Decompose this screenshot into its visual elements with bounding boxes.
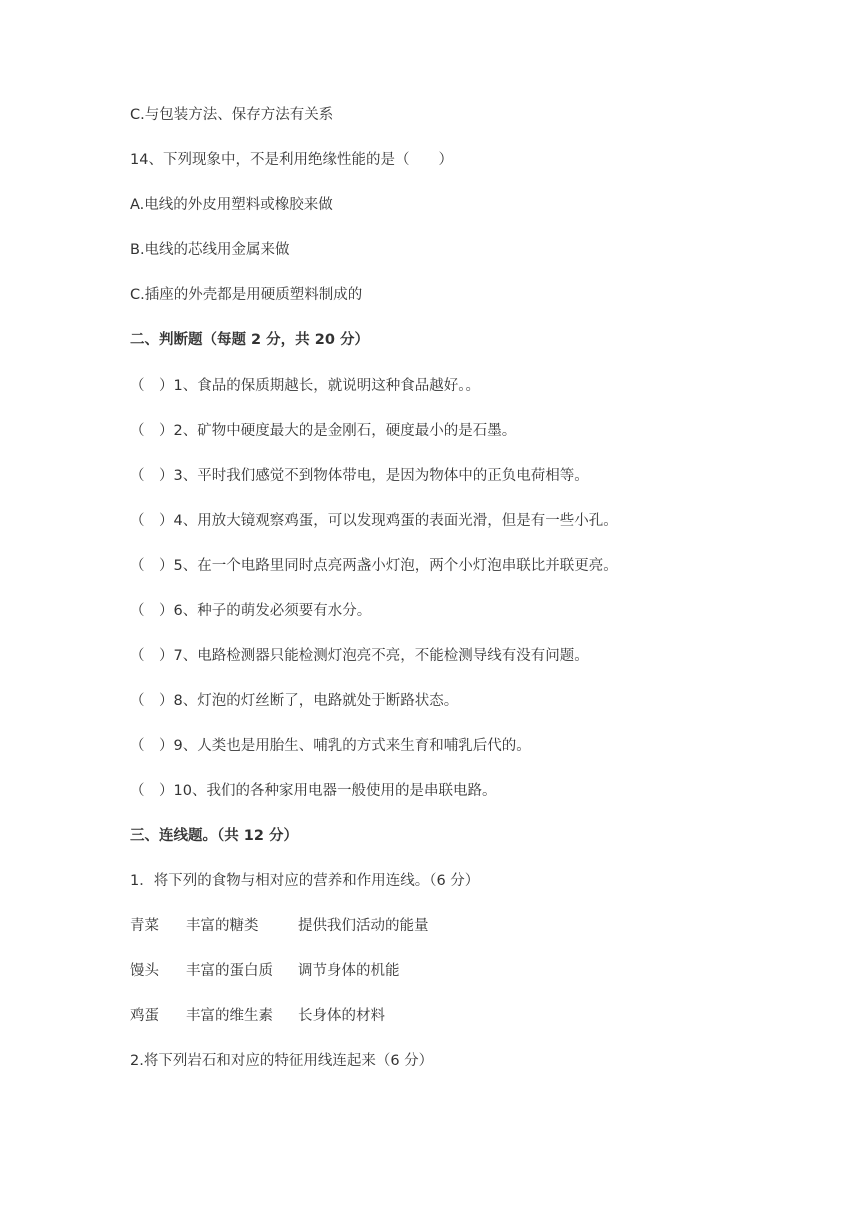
q14-option-b: B.电线的芯线用金属来做 bbox=[130, 242, 290, 258]
nutrient-label: 丰富的维生素 bbox=[186, 1008, 273, 1024]
section3-heading: 三、连线题。（共 12 分） bbox=[130, 828, 299, 844]
q14-option-a: A.电线的外皮用塑料或橡胶来做 bbox=[130, 197, 333, 213]
judge-item-6: （ ）6、种子的萌发必须要有水分。 bbox=[130, 603, 372, 619]
matching-row bbox=[130, 916, 429, 936]
matching-row bbox=[130, 1006, 385, 1026]
matching-q2-stem: 2.将下列岩石和对应的特征用线连起来（6 分） bbox=[130, 1053, 434, 1069]
q14-stem: 14、下列现象中，不是利用绝缘性能的是（ ） bbox=[130, 152, 453, 168]
judge-item-5: （ ）5、在一个电路里同时点亮两盏小灯泡，两个小灯泡串联比并联更亮。 bbox=[130, 558, 618, 574]
judge-item-2: （ ）2、矿物中硬度最大的是金刚石，硬度最小的是石墨。 bbox=[130, 423, 517, 439]
nutrient-label: 丰富的蛋白质 bbox=[186, 963, 273, 979]
matching-row bbox=[130, 961, 400, 981]
function-label: 长身体的材料 bbox=[298, 1008, 385, 1024]
section2-heading: 二、判断题（每题 2 分，共 20 分） bbox=[130, 332, 369, 348]
function-label: 提供我们活动的能量 bbox=[298, 918, 429, 934]
function-label: 调节身体的机能 bbox=[298, 963, 400, 979]
food-label: 鸡蛋 bbox=[130, 1008, 159, 1024]
judge-item-9: （ ）9、人类也是用胎生、哺乳的方式来生育和哺乳后代的。 bbox=[130, 738, 531, 754]
matching-q1-stem: 1．将下列的食物与相对应的营养和作用连线。（6 分） bbox=[130, 873, 480, 889]
q14-option-c: C.插座的外壳都是用硬质塑料制成的 bbox=[130, 287, 363, 303]
judge-item-1: （ ）1、食品的保质期越长，就说明这种食品越好。。 bbox=[130, 378, 480, 394]
judge-item-10: （ ）10、我们的各种家用电器一般使用的是串联电路。 bbox=[130, 783, 497, 799]
judge-item-8: （ ）8、灯泡的灯丝断了，电路就处于断路状态。 bbox=[130, 693, 459, 709]
q13-option-c: C.与包装方法、保存方法有关系 bbox=[130, 107, 334, 123]
food-label: 青菜 bbox=[130, 918, 159, 934]
judge-item-3: （ ）3、平时我们感觉不到物体带电，是因为物体中的正负电荷相等。 bbox=[130, 468, 589, 484]
nutrient-label: 丰富的糖类 bbox=[186, 918, 259, 934]
judge-item-7: （ ）7、电路检测器只能检测灯泡亮不亮，不能检测导线有没有问题。 bbox=[130, 648, 589, 664]
food-label: 馒头 bbox=[130, 963, 159, 979]
judge-item-4: （ ）4、用放大镜观察鸡蛋，可以发现鸡蛋的表面光滑，但是有一些小孔。 bbox=[130, 513, 618, 529]
